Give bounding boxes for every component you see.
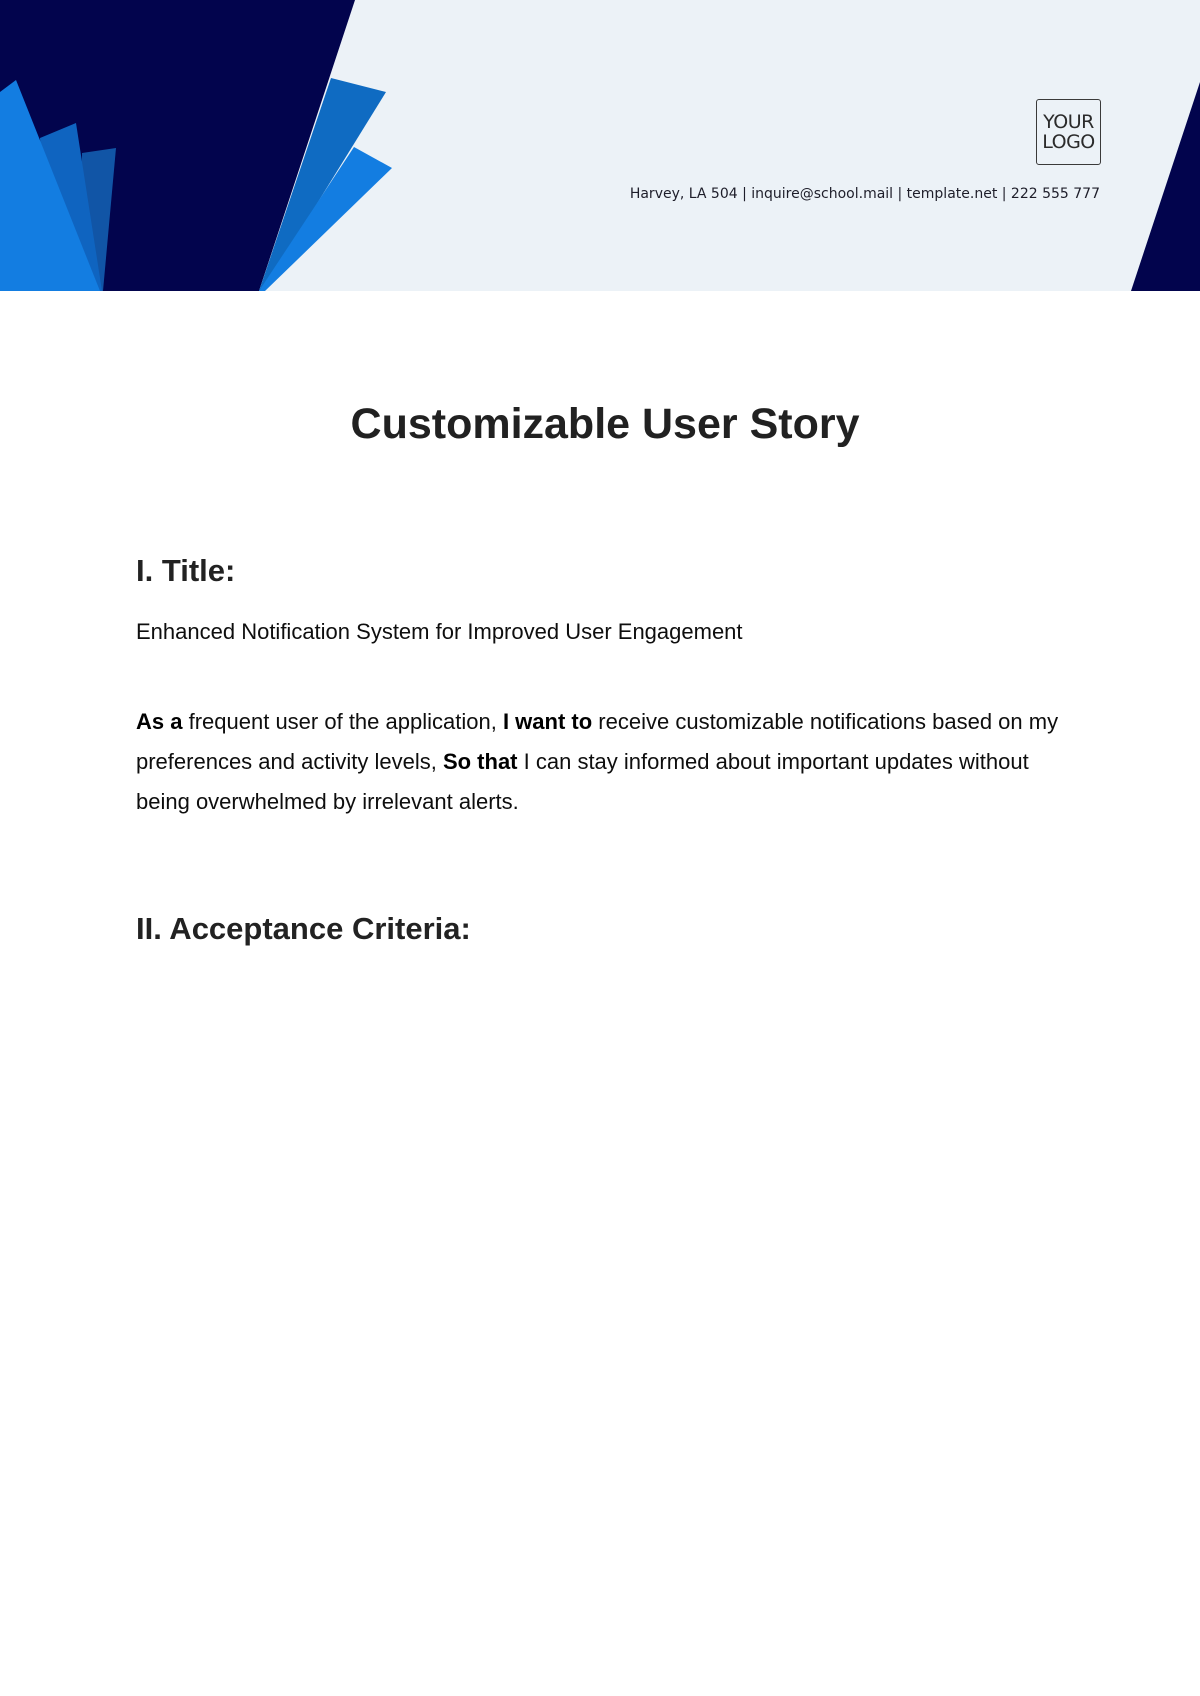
logo-line-1: YOUR bbox=[1043, 111, 1094, 133]
so-that-label: So that bbox=[442, 749, 518, 774]
so-that-text: I can stay informed about important updates without being overwhelmed by irrelevant alerts. bbox=[136, 749, 1029, 814]
logo-placeholder bbox=[1036, 99, 1101, 165]
header-banner bbox=[0, 0, 1200, 291]
as-a-text: frequent user of the application, bbox=[188, 709, 497, 734]
header-graphic bbox=[0, 0, 1200, 291]
section-heading-title: I. Title: bbox=[136, 553, 236, 588]
as-a-label: As a bbox=[136, 709, 183, 734]
section-heading-acceptance-criteria: II. Acceptance Criteria: bbox=[136, 911, 471, 946]
document-title: Customizable User Story bbox=[350, 400, 860, 448]
logo-line-2: LOGO bbox=[1042, 131, 1095, 153]
i-want-label: I want to bbox=[502, 709, 593, 734]
contact-info: Harvey, LA 504 | inquire@school.mail | template.net | 222 555 777 bbox=[629, 186, 1100, 202]
i-want-text: receive customizable notifications based on my preferences and activity levels, bbox=[136, 709, 1059, 774]
story-title-text: Enhanced Notification System for Improved User Engagement bbox=[136, 619, 743, 644]
user-story-paragraph bbox=[136, 702, 1076, 822]
